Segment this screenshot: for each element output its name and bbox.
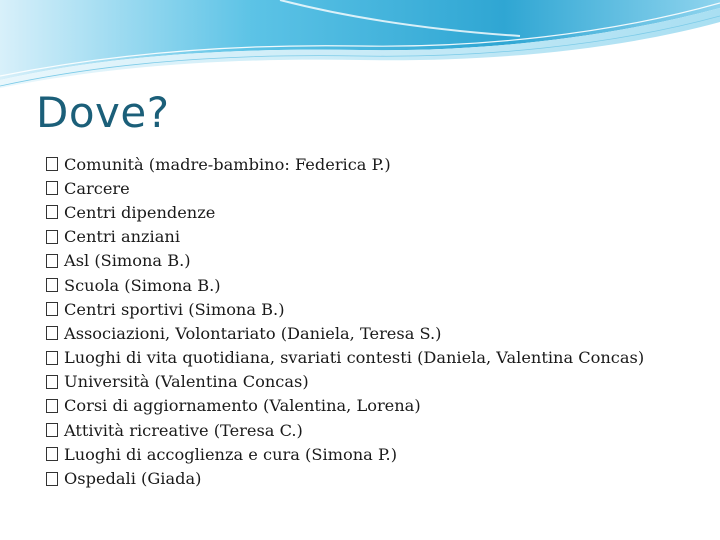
list-item-text: Università (Valentina Concas)	[64, 372, 309, 392]
list-item	[46, 418, 644, 442]
list-item-text: Corsi di aggiornamento (Valentina, Lorena)	[64, 396, 421, 416]
square-bullet-icon	[46, 205, 58, 219]
list-item-text: Scuola (Simona B.)	[64, 275, 221, 295]
list-item	[46, 321, 644, 345]
square-bullet-icon	[46, 375, 58, 389]
list-item	[46, 466, 644, 490]
list-item-text: Centri sportivi (Simona B.)	[64, 299, 285, 319]
list-item	[46, 225, 644, 249]
square-bullet-icon	[46, 157, 58, 171]
list-item-text: Luoghi di vita quotidiana, svariati contesti (Daniela, Valentina Concas)	[64, 348, 645, 368]
list-item-text: Comunità (madre-bambino: Federica P.)	[64, 154, 391, 174]
square-bullet-icon	[46, 472, 58, 486]
square-bullet-icon	[46, 399, 58, 413]
list-item	[46, 394, 644, 418]
header-wave-decoration	[0, 0, 720, 90]
list-item	[46, 442, 644, 466]
list-item	[46, 152, 644, 176]
list-item-text: Attività ricreative (Teresa C.)	[64, 420, 303, 440]
list-item-text: Associazioni, Volontariato (Daniela, Teresa S.)	[64, 323, 442, 343]
list-item	[46, 370, 644, 394]
list-item-text: Carcere	[64, 178, 130, 198]
square-bullet-icon	[46, 181, 58, 195]
list-item	[46, 346, 644, 370]
list-item	[46, 249, 644, 273]
list-item	[46, 200, 644, 224]
list-item-text: Centri anziani	[64, 227, 180, 247]
square-bullet-icon	[46, 351, 58, 365]
square-bullet-icon	[46, 254, 58, 268]
slide-title: Dove?	[36, 88, 170, 137]
list-item-text: Ospedali (Giada)	[64, 469, 202, 489]
square-bullet-icon	[46, 423, 58, 437]
square-bullet-icon	[46, 326, 58, 340]
square-bullet-icon	[46, 447, 58, 461]
list-item	[46, 297, 644, 321]
bullet-list	[46, 152, 644, 491]
list-item	[46, 273, 644, 297]
square-bullet-icon	[46, 278, 58, 292]
list-item-text: Luoghi di accoglienza e cura (Simona P.)	[64, 444, 398, 464]
list-item	[46, 176, 644, 200]
list-item-text: Asl (Simona B.)	[64, 251, 191, 271]
square-bullet-icon	[46, 230, 58, 244]
list-item-text: Centri dipendenze	[64, 202, 216, 222]
square-bullet-icon	[46, 302, 58, 316]
